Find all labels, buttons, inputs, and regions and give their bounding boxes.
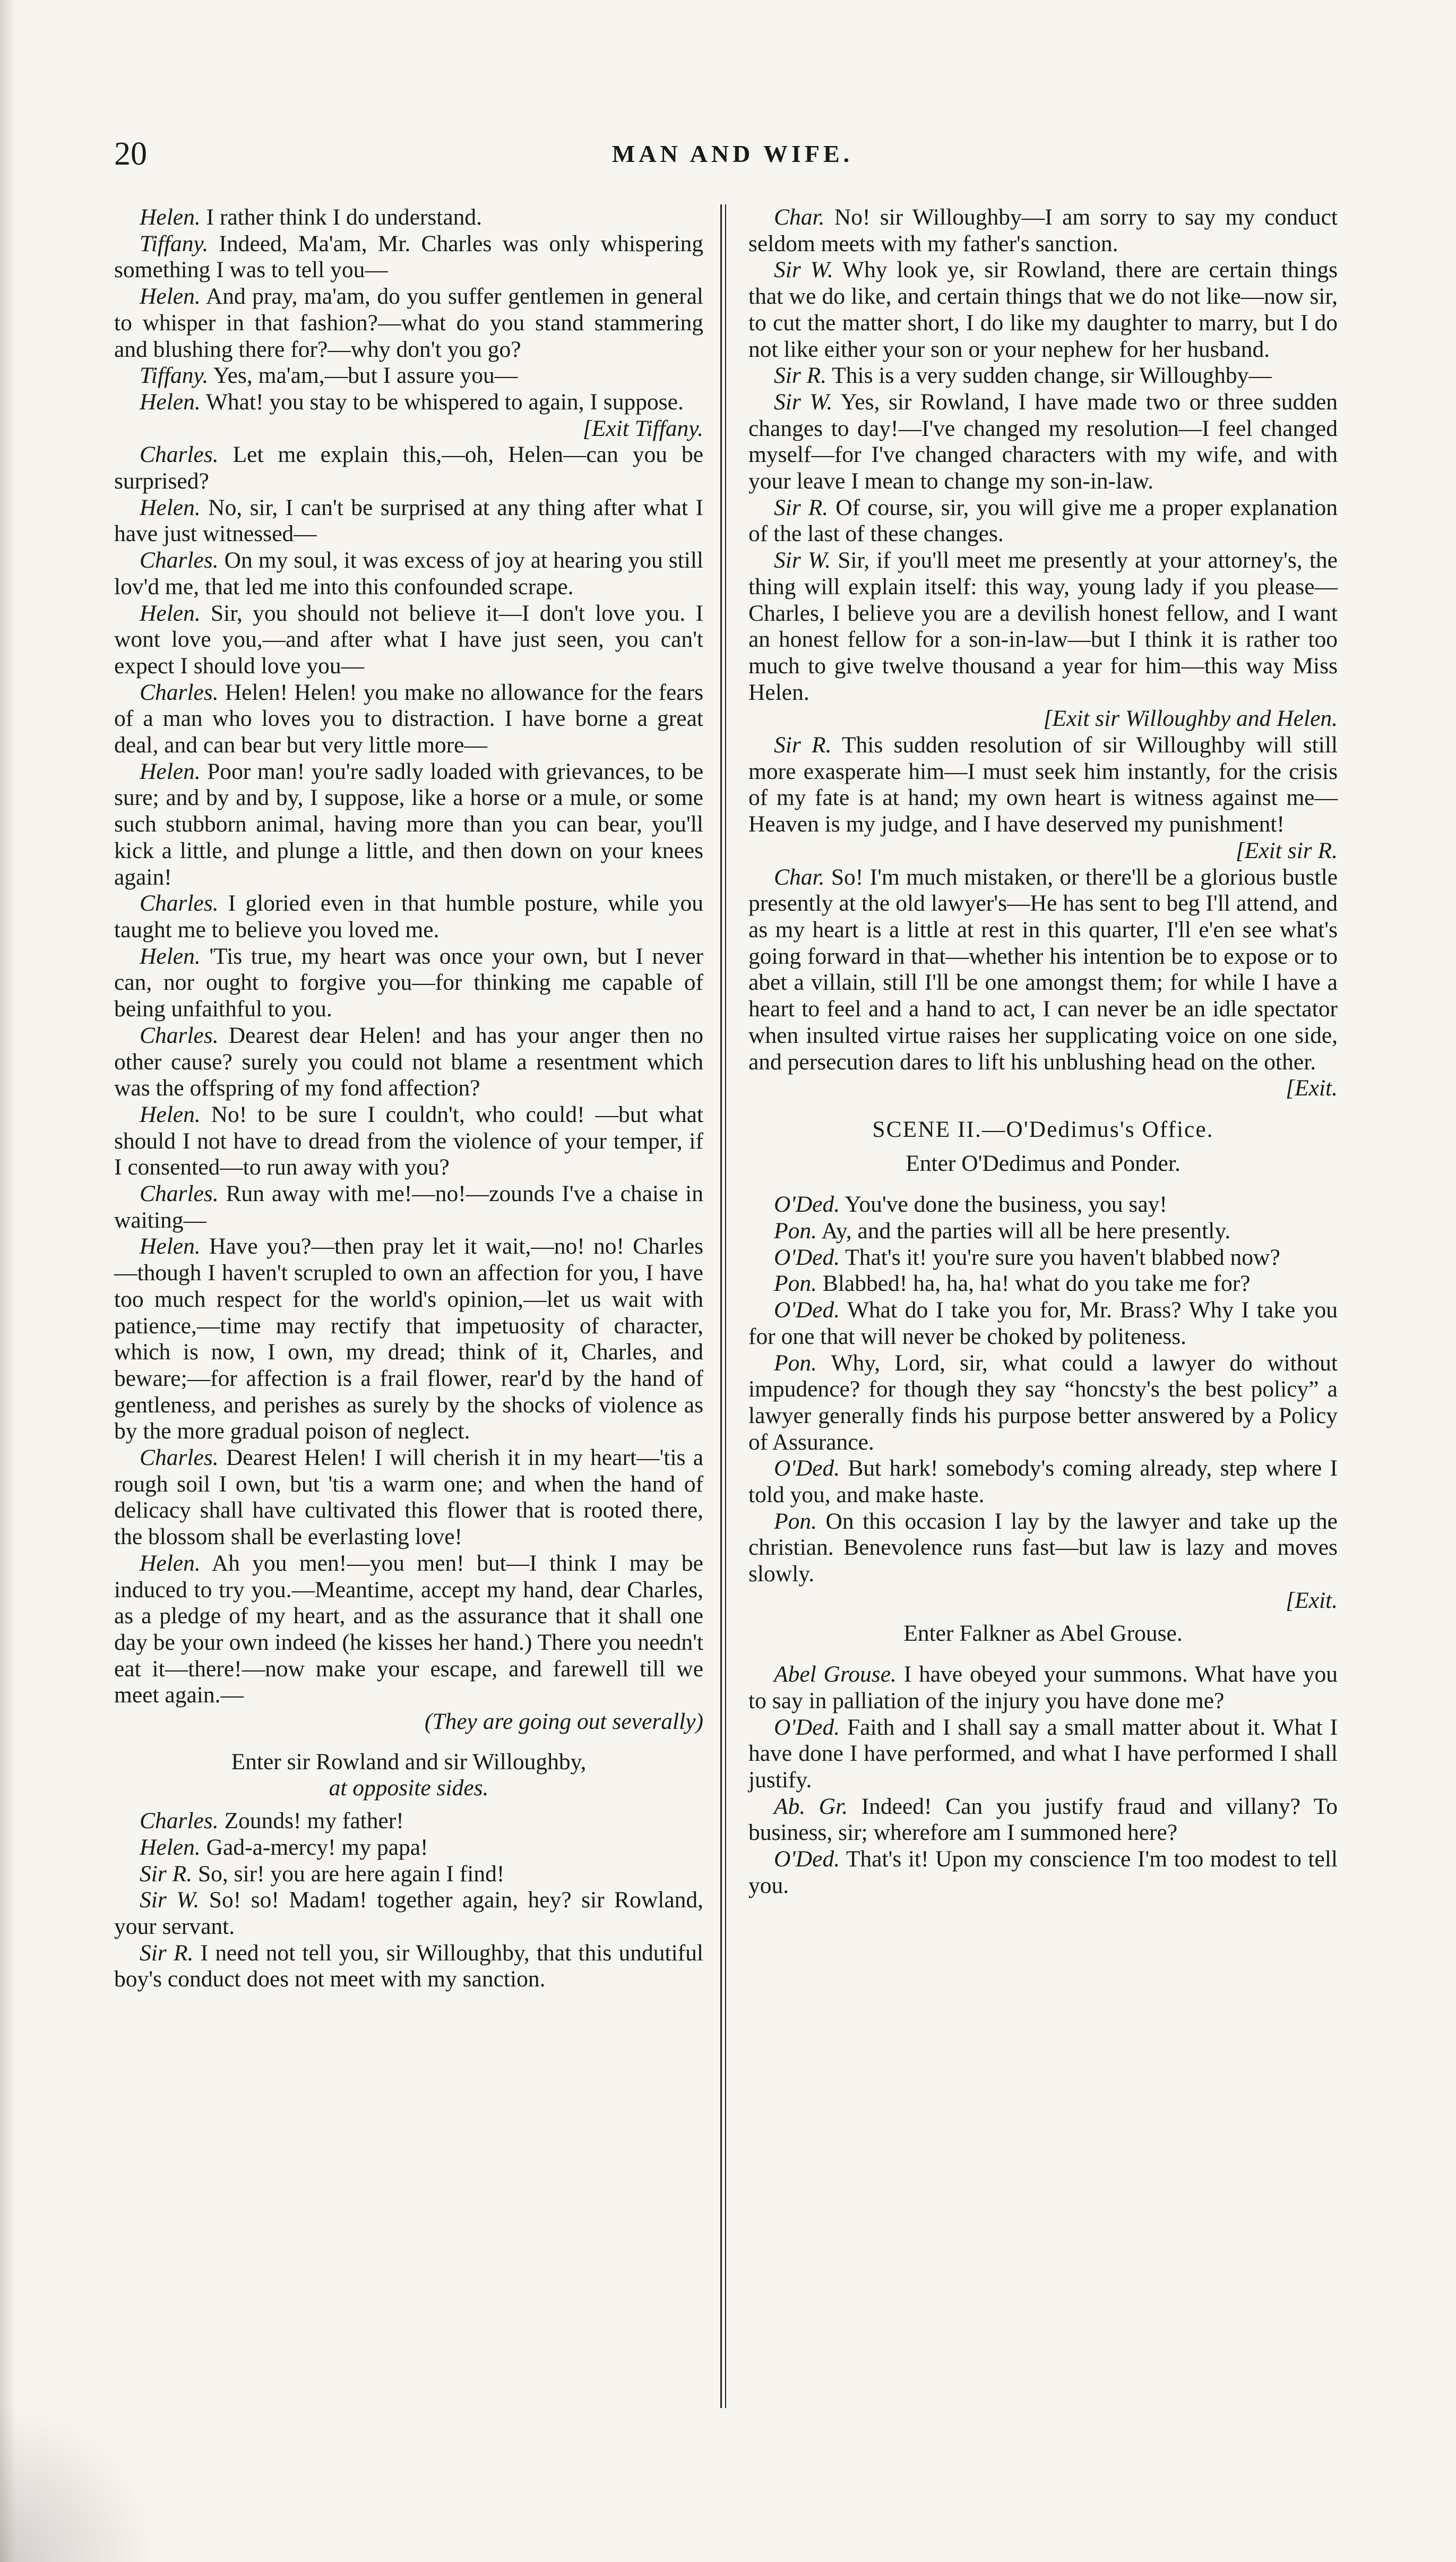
speech-text: You've done the business, you say! [845,1192,1167,1218]
speech-text: I rather think I do understand. [206,204,483,230]
speech-text: Yes, sir Rowland, I have made two or three sudden changes to day!—I've changed my resolution—I feel changed myself—for I've changed characters with my wife, and with your leave I mean to change my son-in-law. [748,389,1338,494]
speaker-name: Sir R. [774,363,827,389]
speech-text: But hark! somebody's coming already, step where I told you, and make haste. [748,1455,1338,1508]
speech-group [748,732,1338,838]
speech [748,1661,1338,1714]
speech [748,495,1338,547]
speaker-name: Charles. [140,1808,219,1834]
speech [114,389,703,416]
speaker-name: Helen. [140,389,201,415]
speech-text: Yes, ma'am,—but I assure you— [213,363,518,389]
speaker-name: Helen. [140,284,201,310]
speaker-name: Pon. [774,1350,817,1376]
speaker-name: Sir W. [774,389,833,415]
speaker-name: O'Ded. [774,1846,840,1872]
entrance-direction-sub: at opposite sides. [329,1775,489,1801]
speech-text: No, sir, I can't be surprised at any thing after what I have just witnessed— [114,494,703,547]
page-stain [0,2403,159,2562]
speech-text: And pray, ma'am, do you suffer gentlemen in general to whisper in that fashion?—what do you stand stammering and blushing there for?—why don't you go? [114,284,703,362]
speaker-name: Helen. [140,1101,201,1127]
speech [114,442,703,494]
speaker-name: Abel Grouse. [774,1661,897,1687]
speech-text: Run away with me!—no!—zounds I've a chaise in waiting— [114,1181,703,1233]
speaker-name: Tiffany. [140,230,209,256]
exit-direction: [Exit sir Willoughby and Helen. [1043,706,1338,732]
speech [114,495,703,547]
speech [748,547,1338,706]
speech [748,1509,1338,1588]
speech-text: I need not tell you, sir Willoughby, that this undutiful boy's conduct does not meet with my sanction. [114,1940,703,1992]
speaker-name: Charles. [140,679,219,705]
speech [114,759,703,891]
speech-text: What! you stay to be whispered to again, I suppose. [205,389,684,415]
speech-text: On this occasion I lay by the lawyer and take up the christian. Benevolence runs fast—but law is lazy and moves slowly. [748,1508,1338,1587]
speaker-name: Sir R. [774,494,829,520]
speech [114,890,703,943]
speaker-name: Charles. [140,1181,219,1207]
speaker-name: Helen. [140,494,201,520]
speech [114,1445,703,1550]
speech [748,1794,1338,1846]
speech-text: I gloried even in that humble posture, while you taught me to believe you loved me. [114,890,704,942]
speech-group [748,204,1338,706]
speech-group [114,204,703,416]
left-column [114,204,703,1993]
speech-text: Dearest Helen! I will cherish it in my heart—'tis a rough soil I own, but 'tis a warm one; and when the hand of delicacy shall have cultivated this flower that is rooted there, the blossom shall be everlasting love! [114,1445,704,1550]
speech-text: Ay, and the parties will all be here presently. [821,1218,1231,1244]
speaker-name: Pon. [774,1508,817,1534]
speech [114,1233,703,1445]
speaker-name: Charles. [140,442,219,468]
speaker-name: Ab. Gr. [774,1793,848,1819]
exit-direction: [Exit. [1286,1587,1338,1613]
speaker-name: Pon. [774,1271,817,1297]
speaker-name: O'Ded. [774,1192,840,1218]
speech [114,1181,703,1233]
speech [114,1023,703,1102]
speech [114,231,703,284]
speech [114,284,703,363]
speech-text: That's it! you're sure you haven't blabbed now? [845,1244,1280,1270]
speaker-name: Helen. [140,204,201,230]
speaker-name: Charles. [140,890,219,916]
speech-text: Gad-a-mercy! my papa! [206,1834,428,1860]
speech [114,1835,703,1861]
speaker-name: Char. [774,204,825,230]
speaker-name: O'Ded. [774,1714,840,1740]
speaker-name: Sir W. [140,1887,200,1913]
speaker-name: Sir R. [774,732,832,758]
speech-text: Why, Lord, sir, what could a lawyer do without impudence? for though they say “honcsty's the best policy” a lawyer generally finds his purpose better answered by a Policy of Assurance. [748,1350,1338,1455]
speaker-name: Helen. [140,1834,201,1860]
running-title: MAN AND WIFE. [611,140,854,167]
entrance-direction: Enter Falkner as Abel Grouse. [903,1620,1183,1646]
speech-text: Sir, if you'll meet me presently at your attorney's, the thing will explain itself: this way, young lady if you please—Charles, I believe you are a devilish honest fellow, and I want an honest fellow for a son-in-law—but I think it is rather too much to give twelve thousand a year for him—this way Miss Helen. [748,547,1338,705]
page-header [114,135,1351,183]
speaker-name: Helen. [140,1233,201,1259]
speech-text: What do I take you for, Mr. Brass? Why I take you for one that will never be choked by politeness. [748,1297,1338,1349]
speech [114,944,703,1023]
speech [748,1350,1338,1456]
speech [748,864,1338,1076]
speaker-name: Charles. [140,1445,219,1471]
exit-direction: [Exit. [1286,1075,1338,1101]
speaker-name: Charles. [140,1022,219,1048]
speech [748,1455,1338,1508]
speech [114,204,703,231]
speech-group [748,864,1338,1076]
speech [748,1715,1338,1794]
scene-heading: SCENE II.—O'Dedimus's Office. [872,1116,1214,1142]
entrance-direction: Enter O'Dedimus and Ponder. [906,1150,1181,1176]
speaker-name: Sir W. [774,547,831,573]
speech-text: So, sir! you are here again I find! [197,1861,505,1887]
speech [748,1245,1338,1271]
speech [114,1887,703,1940]
speech-text: I have obeyed your summons. What have you to say in palliation of the injury you have done me? [748,1661,1338,1713]
speech-text: Zounds! my father! [224,1808,404,1834]
entrance-direction: Enter sir Rowland and sir Willoughby, [231,1749,587,1775]
speech [114,1808,703,1835]
speech [748,732,1338,838]
speech [114,680,703,759]
speaker-name: Sir W. [774,257,833,283]
page-edge-shadow [0,0,16,2562]
speech [114,601,703,680]
speaker-name: Helen. [140,758,201,784]
speech [114,1550,703,1709]
speech-text: Have you?—then pray let it wait,—no! no! Charles—though I haven't scrupled to own an affection for you, I have too much respect for the world's opinion,—let us wait with patience,—time may rectify that impetuosity of character, which is now, I own, my dread; think of it, Charles, and beware;—for affection is a frail flower, rear'd by the hand of gentleness, and perishes as surely by the shocks of violence as by the more gradual poison of neglect. [114,1233,704,1444]
speech [748,204,1338,257]
speech [748,1271,1338,1297]
exit-direction: [Exit Tiffany. [582,415,703,441]
speech-text: Helen! Helen! you make no allowance for the fears of a man who loves you to distraction. I have borne a great deal, and can bear but very little more— [114,679,704,758]
speaker-name: O'Ded. [774,1297,840,1323]
speaker-name: O'Ded. [774,1455,840,1481]
speech-text: Faith and I shall say a small matter about it. What I have done I have performed, and what I have performed I shall justify. [748,1714,1338,1793]
speaker-name: Sir R. [140,1940,194,1966]
speech [748,1846,1338,1899]
speech-text: Poor man! you're sadly loaded with grievances, to be sure; and by and by, I suppose, like a horse or a mule, or some such stubborn animal, having more than you can bear, you'll kick a little, and plunge a little, and then down on your knees again! [114,758,704,890]
speech-text: So! I'm much mistaken, or there'll be a glorious bustle presently at the old lawyer's—He has sent to beg I'll attend, and as my heart is a little at rest in this quarter, I'll e'en see what's going forward in that—whether his intention be to expose or to abet a villain, still I'll be one amongst them; for while I have a heart to feel and a hand to act, I can never be an idle spectator when insulted virtue raises her supplicating voice on one side, and persecution dares to lift his unblushing head on the other. [748,864,1338,1075]
speaker-name: O'Ded. [774,1244,840,1270]
speaker-name: Sir R. [140,1861,193,1887]
speaker-name: Helen. [140,1550,201,1576]
speech-text: 'Tis true, my heart was once your own, but I never can, nor ought to forgive you—for thinking me capable of being unfaithful to you. [114,943,703,1022]
speech-text: No! sir Willoughby—I am sorry to say my conduct seldom meets with my father's sanction. [748,204,1338,256]
speech-text: This sudden resolution of sir Willoughby will still more exasperate him—I must seek him instantly, for the crisis of my fate is at hand; my own heart is witness against me—Heaven is my judge, and I have deserved my punishment! [748,732,1338,837]
speech [748,389,1338,495]
speaker-name: Tiffany. [140,363,209,389]
speech-text: Why look ye, sir Rowland, there are certain things that we do like, and certain things that we do not like—now sir, to cut the matter short, I do like my daughter to marry, but I do not like either your son or your nephew for her husband. [748,257,1338,362]
exit-direction: [Exit sir R. [1235,837,1338,863]
speech-text: So! so! Madam! together again, hey? sir Rowland, your servant. [114,1887,703,1939]
speech-group [114,1808,703,1993]
speech-text: Blabbed! ha, ha, ha! what do you take me for? [822,1271,1251,1297]
speaker-name: Helen. [140,600,201,626]
speech-text: Dearest dear Helen! and has your anger then no other cause? surely you could not blame a resentment which was the offspring of my fond affection? [114,1022,704,1101]
speech [748,257,1338,363]
speech [114,1861,703,1888]
speech [748,1297,1338,1350]
speech-text: No! to be sure I couldn't, who could! —but what should I not have to dread from the violence of your temper, if I consented—to run away with you? [114,1101,703,1180]
speech [114,363,703,389]
speech-text: Ah you men!—you men! but—I think I may be induced to try you.—Meantime, accept my hand, dear Charles, as a pledge of my heart, and as the assurance that it shall one day be your own indeed (he kisses her hand.) There you needn't eat it—there!—now make your escape, and farewell till we meet again.— [114,1550,703,1708]
speech-text: On my soul, it was excess of joy at hearing you still lov'd me, that led me into this confounded scrape. [114,547,704,599]
speech-text: Let me explain this,—oh, Helen—can you be surprised? [114,442,704,494]
speech-text: That's it! Upon my conscience I'm too modest to tell you. [748,1846,1338,1898]
page-number: 20 [114,136,147,172]
speaker-name: Char. [774,864,825,890]
speech-text: This is a very sudden change, sir Willoughby— [832,363,1272,389]
speaker-name: Charles. [140,547,219,573]
right-column [748,204,1338,1899]
speech [114,547,703,600]
speech-text: Indeed, Ma'am, Mr. Charles was only whispering something I was to tell you— [114,230,703,283]
speech-group [748,1192,1338,1588]
column-rule-double [725,204,726,2408]
speech-text: Sir, you should not believe it—I don't love you. I wont love you,—and after what I have just seen, you can't expect I should love you— [114,600,704,679]
speech-text: Indeed! Can you justify fraud and villany? To business, sir; wherefore am I summoned here? [748,1793,1338,1846]
speech [748,1192,1338,1218]
speech [748,1218,1338,1245]
speaker-name: Pon. [774,1218,817,1244]
speech [114,1940,703,1993]
stage-direction: (They are going out severally) [424,1709,703,1735]
speech-group [114,442,703,1709]
speaker-name: Helen. [140,943,201,969]
speech [748,363,1338,389]
speech [114,1102,703,1181]
speech-text: Of course, sir, you will give me a proper explanation of the last of these changes. [748,494,1338,547]
column-rule [720,204,722,2408]
speech-group [748,1661,1338,1899]
